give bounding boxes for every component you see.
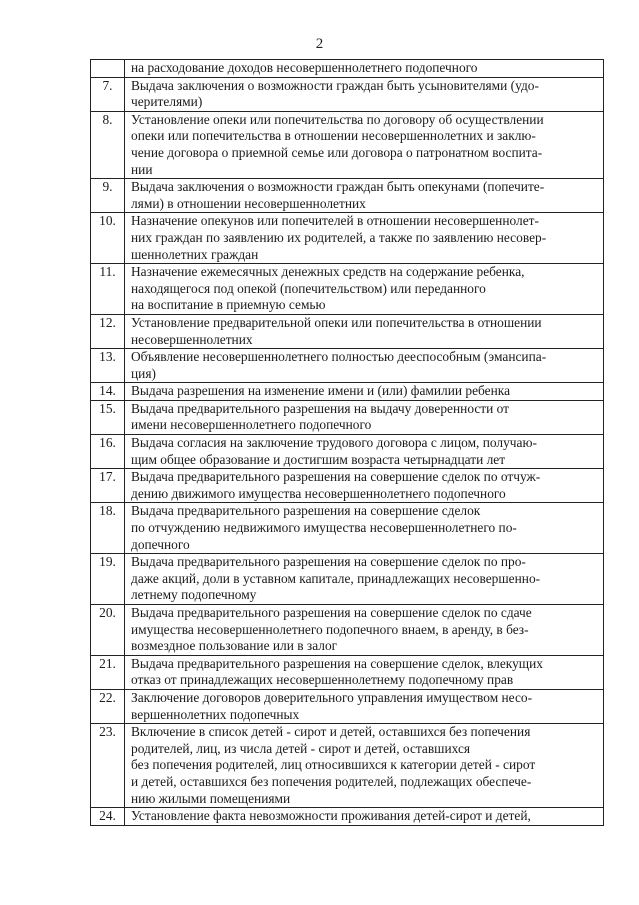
- row-service-text: Выдача предварительного разрешения на совершение сделок по про- даже акций, доли в уставном капитале, принадлежащих несовершенно- летнему подопечному: [131, 554, 541, 603]
- table-row: [91, 435, 604, 469]
- page-number: 2: [315, 36, 324, 52]
- row-service-cell: [125, 179, 604, 213]
- row-service-cell: [125, 808, 604, 826]
- row-service-text: на расходование доходов несовершеннолетнего подопечного: [131, 60, 478, 75]
- row-service-cell: [125, 264, 604, 315]
- row-number: 23.: [91, 724, 125, 808]
- row-number: 14.: [91, 383, 125, 401]
- row-number: 10.: [91, 213, 125, 264]
- row-service-text: Выдача предварительного разрешения на совершение сделок по отчуж- дению движимого имущества несовершеннолетнего подопечного: [131, 469, 541, 501]
- row-service-text: Назначение опекунов или попечителей в отношении несовершеннолет- них граждан по заявлению их родителей, а также по заявлению несовер- шеннолетних граждан: [131, 213, 547, 262]
- row-service-cell: [125, 689, 604, 723]
- row-number: 24.: [91, 808, 125, 826]
- table-row: [91, 724, 604, 808]
- row-number: 11.: [91, 264, 125, 315]
- row-number: 7.: [91, 77, 125, 111]
- row-number: 18.: [91, 503, 125, 554]
- table-row: [91, 383, 604, 401]
- row-service-cell: [125, 400, 604, 434]
- row-service-cell: [125, 469, 604, 503]
- table-row: [91, 469, 604, 503]
- row-service-text: Объявление несовершеннолетнего полностью дееспособным (эмансипа- ция): [131, 349, 547, 381]
- row-number: 12.: [91, 314, 125, 348]
- row-service-text: Включение в список детей - сирот и детей, оставшихся без попечения родителей, лиц, из числа детей - сирот и детей, оставшихся без попечения родителей, лиц относившихся к категории детей - сирот и детей, оставшихся без попечения родителей, подлежащих обеспече- нию жилыми помещениями: [131, 724, 536, 806]
- row-number: 17.: [91, 469, 125, 503]
- row-service-text: Заключение договоров доверительного управления имуществом несо- вершеннолетних подопечных: [131, 689, 533, 722]
- row-service-text: Назначение ежемесячных денежных средств на содержание ребенка, находящегося под опекой (попечительством) или переданного на воспитание в приемную семью: [131, 264, 525, 313]
- row-number: 16.: [91, 435, 125, 469]
- row-service-text: Выдача заключения о возможности граждан быть усыновителями (удо- черителями): [131, 77, 539, 110]
- row-service-text: Выдача предварительного разрешения на выдачу доверенности от имени несовершеннолетнего подопечного: [131, 400, 510, 433]
- row-service-cell: [125, 383, 604, 401]
- row-number: [91, 60, 125, 78]
- table-row: [91, 349, 604, 383]
- table-row: [91, 314, 604, 348]
- table-row: [91, 808, 604, 826]
- row-number: 13.: [91, 349, 125, 383]
- table-row: [91, 213, 604, 264]
- row-service-text: Установление факта невозможности проживания детей-сирот и детей,: [131, 808, 531, 824]
- row-service-cell: [125, 111, 604, 178]
- table-row: [91, 503, 604, 554]
- table-row: [91, 554, 604, 605]
- row-number: 21.: [91, 655, 125, 689]
- row-service-text: Выдача предварительного разрешения на совершение сделок по сдаче имущества несовершеннолетнего подопечного внаем, в аренду, в без- возмездное пользование или в залог: [131, 605, 532, 654]
- row-service-text: Установление предварительной опеки или попечительства в отношении несовершеннолетних: [131, 314, 542, 347]
- table-row: [91, 179, 604, 213]
- row-service-cell: [125, 314, 604, 348]
- row-service-text: Установление опеки или попечительства по договору об осуществлении опеки или попечительства в отношении несовершеннолетних и заклю- чение договора о приемной семье или договора о патронатном воспита- нии: [131, 111, 544, 177]
- row-number: 22.: [91, 689, 125, 723]
- table-row: [91, 264, 604, 315]
- row-number: 9.: [91, 179, 125, 213]
- row-service-cell: [125, 503, 604, 554]
- row-number: 20.: [91, 605, 125, 656]
- row-service-cell: [125, 77, 604, 111]
- row-service-cell: [125, 435, 604, 469]
- row-service-cell: [125, 724, 604, 808]
- row-service-cell: [125, 349, 604, 383]
- table-row: [91, 400, 604, 434]
- row-number: 19.: [91, 554, 125, 605]
- table-row: [91, 60, 604, 78]
- row-service-text: Выдача предварительного разрешения на совершение сделок, влекущих отказ от принадлежащих несовершеннолетнему подопечному прав: [131, 655, 543, 688]
- row-service-text: Выдача согласия на заключение трудового договора с лицом, получаю- щим общее образование и достигшим возраста четырнадцати лет: [131, 435, 537, 467]
- table-row: [91, 689, 604, 723]
- row-service-text: Выдача заключения о возможности граждан быть опекунами (попечите- лями) в отношении несовершеннолетних: [131, 179, 545, 211]
- row-number: 15.: [91, 400, 125, 434]
- services-table: [90, 59, 604, 826]
- row-service-cell: [125, 60, 604, 78]
- row-service-text: Выдача разрешения на изменение имени и (или) фамилии ребенка: [131, 383, 511, 399]
- table-row: [91, 111, 604, 178]
- row-service-cell: [125, 655, 604, 689]
- table-row: [91, 655, 604, 689]
- row-service-cell: [125, 554, 604, 605]
- row-service-cell: [125, 605, 604, 656]
- table-row: [91, 77, 604, 111]
- table-row: [91, 605, 604, 656]
- services-table-body: [91, 60, 604, 826]
- row-number: 8.: [91, 111, 125, 178]
- row-service-cell: [125, 213, 604, 264]
- row-service-text: Выдача предварительного разрешения на совершение сделок по отчуждению недвижимого имущества несовершеннолетнего по- допечного: [131, 503, 517, 552]
